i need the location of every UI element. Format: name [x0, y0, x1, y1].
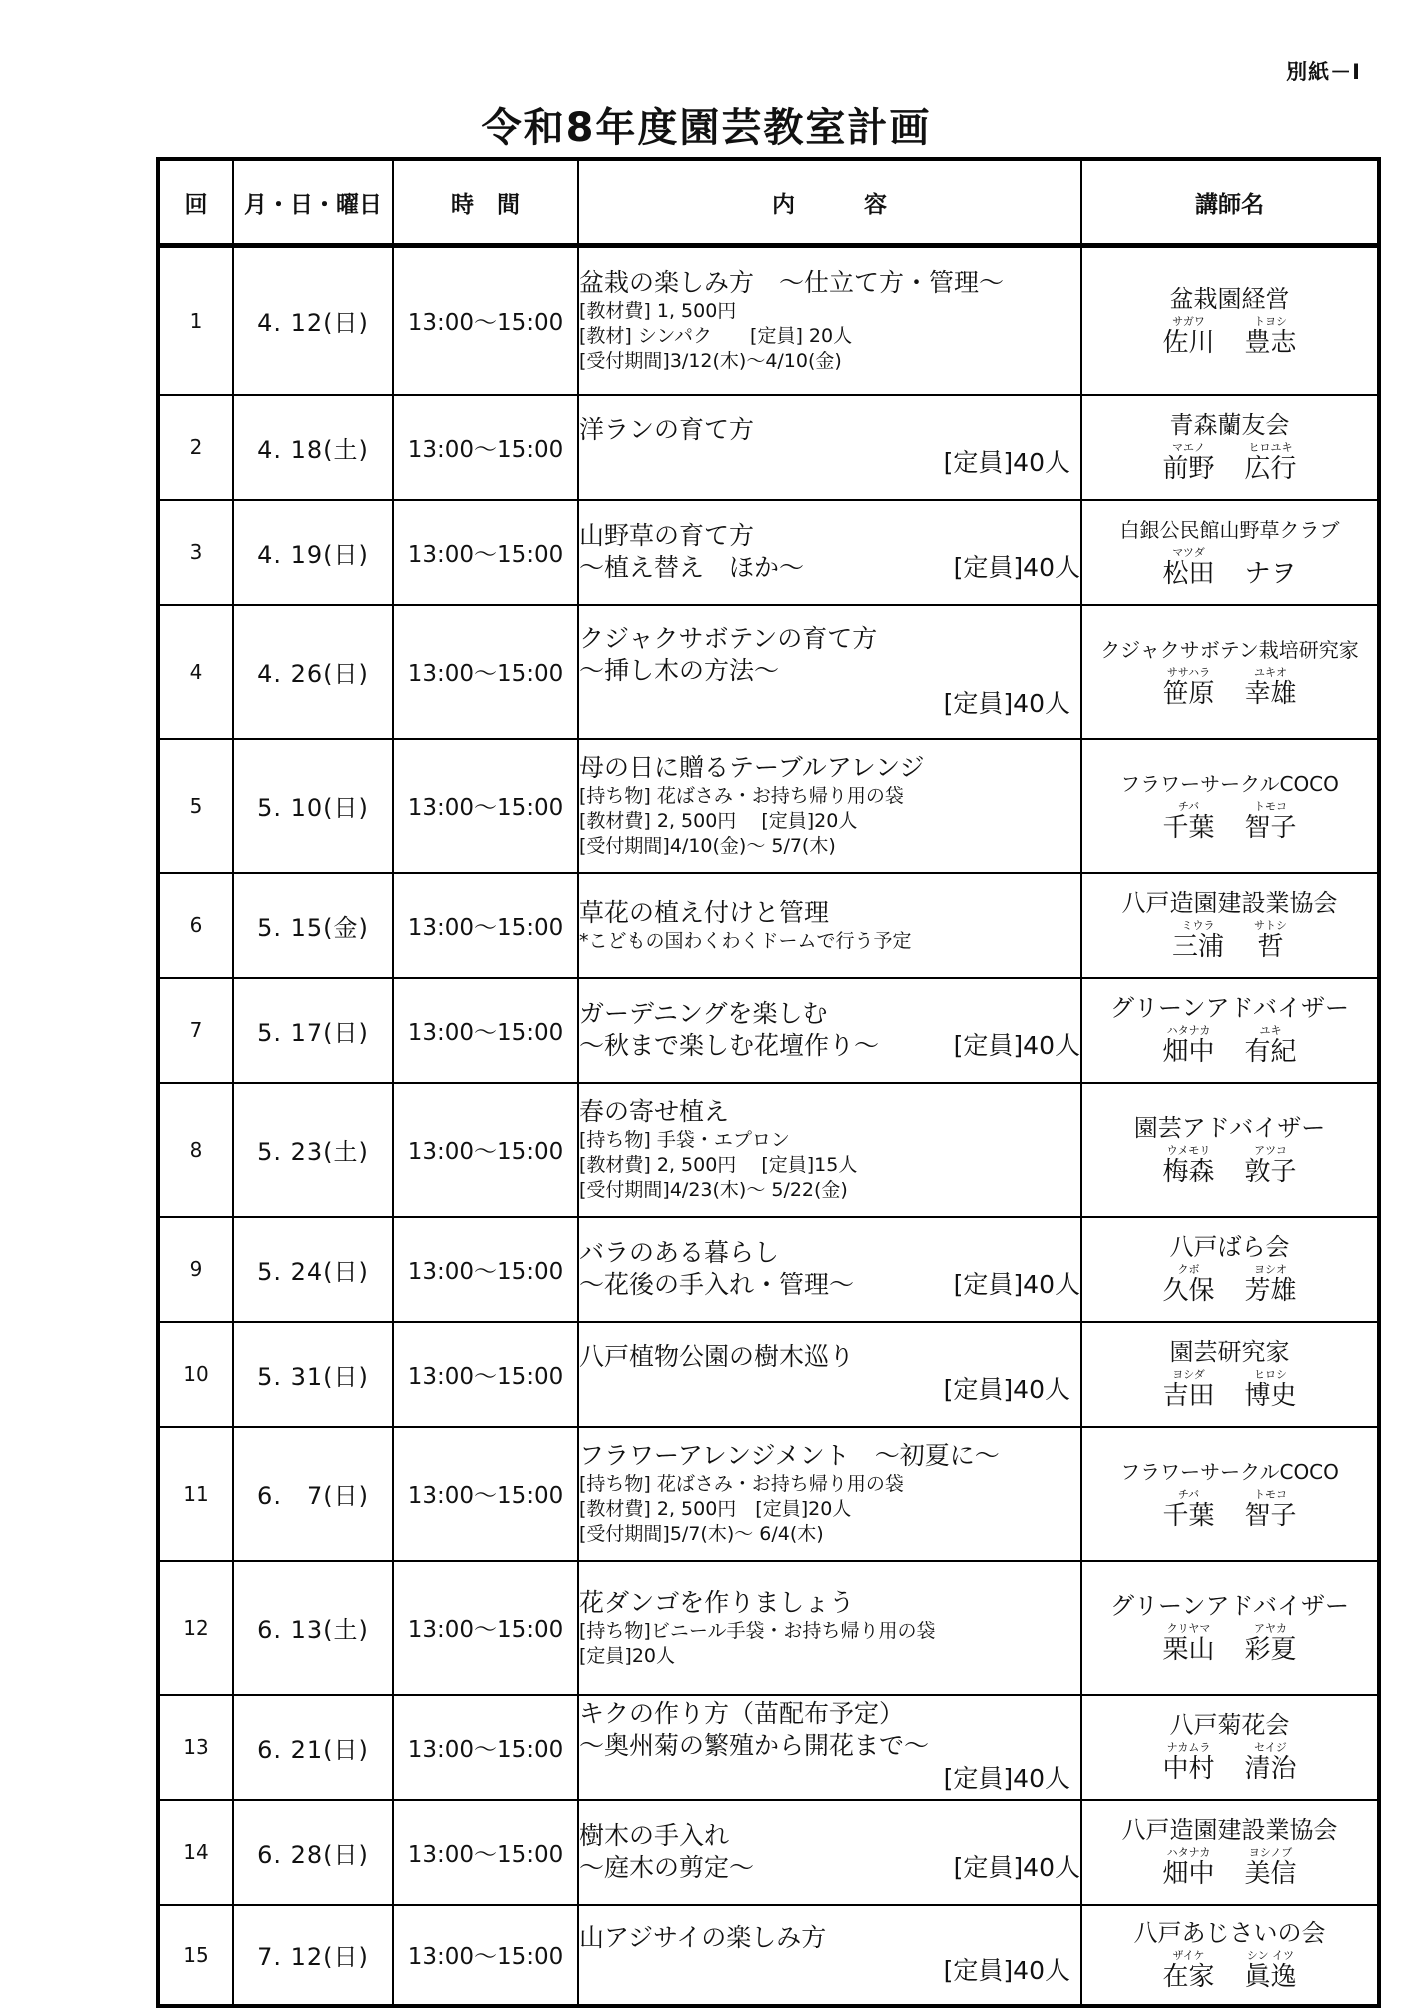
session-time: 13:00～15:00	[393, 1322, 578, 1427]
course-title: 花ダンゴを作りましょう	[579, 1587, 855, 1617]
instructor-organization: フラワーサークルCOCO	[1120, 1459, 1339, 1484]
capacity: [定員]40人	[943, 1764, 1070, 1793]
given-name: 博史	[1244, 1381, 1297, 1411]
schedule-table	[156, 157, 1381, 2008]
instructor-organization: 八戸造園建設業協会	[1121, 1816, 1338, 1844]
family-name: 畑中	[1162, 1037, 1215, 1067]
capacity: [定員]40人	[943, 1375, 1070, 1404]
course-content	[578, 1800, 1081, 1905]
session-date: 4. 19(日)	[233, 500, 393, 605]
course-title: 山アジサイの楽しみ方	[579, 1922, 827, 1952]
family-name: 栗山	[1162, 1634, 1215, 1665]
annex-label: 別紙－Ⅰ	[1286, 60, 1361, 84]
session-number: 13	[158, 1695, 233, 1800]
instructor-name	[1082, 1369, 1377, 1411]
family-name: 佐川	[1162, 327, 1215, 358]
family-name: 久保	[1162, 1276, 1215, 1306]
course-content	[578, 1217, 1081, 1322]
family-name-kana: ハタナカ	[1166, 1024, 1211, 1037]
course-note: [受付期間]4/23(木)～ 5/22(金)	[579, 1179, 848, 1201]
given-name-kana: ユキオ	[1254, 665, 1287, 679]
session-date: 5. 15(金)	[233, 873, 393, 978]
session-date: 6. 13(土)	[233, 1561, 393, 1695]
session-time: 13:00～15:00	[393, 395, 578, 500]
family-name: 前野	[1162, 454, 1215, 484]
session-time: 13:00～15:00	[393, 500, 578, 605]
session-time: 13:00～15:00	[393, 1905, 578, 2006]
given-name: 広行	[1244, 454, 1297, 484]
course-title: クジャクサボテンの育て方	[579, 623, 878, 653]
session-date: 6. 21(日)	[233, 1695, 393, 1800]
instructor-name	[1082, 1489, 1377, 1531]
family-name: 千葉	[1162, 1500, 1215, 1531]
family-name-kana: サガワ	[1172, 314, 1205, 328]
schedule-body	[158, 246, 1379, 2006]
instructor-organization: グリーンアドバイザー	[1109, 994, 1350, 1022]
instructor	[1081, 1322, 1379, 1427]
instructor-organization: 八戸ばら会	[1169, 1233, 1290, 1261]
given-name-kana: ヒロシ	[1254, 1368, 1287, 1381]
course-content	[578, 1695, 1081, 1800]
session-number: 12	[158, 1561, 233, 1695]
session-date: 5. 10(日)	[233, 739, 393, 873]
session-time: 13:00～15:00	[393, 739, 578, 873]
instructor-name	[1082, 1623, 1377, 1665]
course-title: 樹木の手入れ	[579, 1821, 730, 1850]
session-time: 13:00～15:00	[393, 978, 578, 1083]
course-subtitle-text: ～植え替え ほか～	[579, 553, 805, 582]
course-content	[578, 1322, 1081, 1427]
session-time: 13:00～15:00	[393, 246, 578, 395]
header-content: 内 容	[578, 159, 1081, 246]
instructor-name	[1082, 1145, 1377, 1187]
course-content	[578, 395, 1081, 500]
session-time: 13:00～15:00	[393, 1695, 578, 1800]
family-name: 松田	[1162, 559, 1215, 589]
given-name: 彩夏	[1244, 1634, 1297, 1665]
capacity: [定員]40人	[953, 1031, 1080, 1060]
course-title: キクの作り方（苗配布予定）	[579, 1699, 905, 1728]
session-number: 8	[158, 1083, 233, 1217]
instructor-organization: 八戸造園建設業協会	[1121, 889, 1338, 917]
instructor-organization: 園芸アドバイザー	[1133, 1113, 1326, 1142]
header-no: 回	[158, 159, 233, 246]
course-subtitle-text: ～挿し木の方法～	[579, 655, 780, 685]
given-name: 幸雄	[1244, 678, 1297, 709]
family-name-kana: ウメモリ	[1166, 1143, 1211, 1157]
session-time: 13:00～15:00	[393, 873, 578, 978]
family-name-kana: チバ	[1177, 1487, 1200, 1501]
course-subtitle	[579, 655, 1080, 687]
course-note: [受付期間]4/10(金)～ 5/7(木)	[579, 835, 836, 857]
given-name: 敦子	[1244, 1156, 1297, 1187]
session-time: 13:00～15:00	[393, 1427, 578, 1561]
course-note: [持ち物]ビニール手袋・お持ち帰り用の袋	[579, 1619, 936, 1642]
family-name-kana: マツダ	[1172, 546, 1205, 559]
course-title: 洋ランの育て方	[579, 415, 755, 444]
instructor-organization: 八戸あじさいの会	[1133, 1918, 1326, 1947]
course-content	[578, 1427, 1081, 1561]
session-number: 7	[158, 978, 233, 1083]
given-name: 豊志	[1244, 327, 1297, 358]
given-name-kana: トモコ	[1254, 799, 1287, 813]
course-title: 草花の植え付けと管理	[579, 897, 830, 927]
instructor	[1081, 1905, 1379, 2006]
course-subtitle-text: ～花後の手入れ・管理～	[579, 1270, 855, 1299]
instructor-name	[1082, 801, 1377, 843]
given-name-kana: ヒロユキ	[1248, 441, 1293, 454]
course-content	[578, 1083, 1081, 1217]
given-name-kana: セイジ	[1254, 1741, 1287, 1754]
table-row	[158, 246, 1379, 395]
course-title: バラのある暮らし	[579, 1238, 780, 1267]
family-name: 三浦	[1171, 932, 1224, 962]
instructor	[1081, 1800, 1379, 1905]
course-note: [教材] シンパク [定員] 20人	[579, 325, 853, 348]
course-note: [教材費] 2, 500円 [定員]15人	[579, 1154, 858, 1176]
family-name: 中村	[1162, 1754, 1215, 1784]
table-row	[158, 873, 1379, 978]
given-name-kana: トヨシ	[1254, 314, 1287, 328]
given-name: 美信	[1244, 1859, 1297, 1889]
family-name-kana: ミウラ	[1181, 919, 1215, 932]
table-row	[158, 1322, 1379, 1427]
session-number: 14	[158, 1800, 233, 1905]
family-name-kana: ササハラ	[1166, 665, 1211, 679]
instructor	[1081, 500, 1379, 605]
course-note: [持ち物] 花ばさみ・お持ち帰り用の袋	[579, 785, 904, 807]
course-note: [持ち物] 花ばさみ・お持ち帰り用の袋	[579, 1473, 904, 1495]
family-name: 笹原	[1162, 678, 1215, 709]
course-title: 春の寄せ植え	[579, 1097, 730, 1126]
instructor-organization: 盆栽園経営	[1169, 284, 1290, 313]
given-name-kana: アヤカ	[1254, 1621, 1287, 1635]
given-name-kana: アツコ	[1254, 1143, 1287, 1157]
session-date: 5. 31(日)	[233, 1322, 393, 1427]
session-number: 3	[158, 500, 233, 605]
session-number: 5	[158, 739, 233, 873]
course-title: ガーデニングを楽しむ	[579, 999, 828, 1028]
header-row	[158, 159, 1379, 246]
session-date: 4. 18(土)	[233, 395, 393, 500]
course-subtitle-text: ～秋まで楽しむ花壇作り～	[579, 1031, 880, 1060]
instructor-organization: クジャクサボテン栽培研究家	[1100, 637, 1359, 662]
given-name-kana: サトシ	[1254, 919, 1287, 932]
course-subtitle-text: ～奥州菊の繁殖から開花まで～	[579, 1731, 930, 1760]
instructor-name	[1082, 1950, 1377, 1992]
instructor-organization: グリーンアドバイザー	[1109, 1591, 1350, 1620]
capacity: [定員]40人	[943, 1955, 1070, 1985]
table-row	[158, 1695, 1379, 1800]
given-name: ナヲ	[1244, 559, 1297, 589]
course-subtitle-text: ～庭木の剪定～	[579, 1853, 755, 1882]
capacity: [定員]40人	[943, 688, 1070, 718]
course-content	[578, 1561, 1081, 1695]
instructor	[1081, 978, 1379, 1083]
instructor	[1081, 605, 1379, 739]
course-content	[578, 246, 1081, 395]
session-date: 4. 26(日)	[233, 605, 393, 739]
session-date: 4. 12(日)	[233, 246, 393, 395]
session-date: 5. 17(日)	[233, 978, 393, 1083]
table-row	[158, 1800, 1379, 1905]
given-name-kana: ヨシオ	[1254, 1263, 1287, 1276]
session-number: 15	[158, 1905, 233, 2006]
course-note: [受付期間]3/12(木)～4/10(金)	[579, 350, 842, 373]
course-note: [定員]20人	[579, 1644, 676, 1667]
course-title: 八戸植物公園の樹木巡り	[579, 1342, 855, 1371]
family-name: 千葉	[1162, 812, 1215, 843]
course-title: 母の日に贈るテーブルアレンジ	[579, 753, 925, 782]
course-content	[578, 605, 1081, 739]
session-number: 2	[158, 395, 233, 500]
instructor	[1081, 1561, 1379, 1695]
family-name-kana: ヨシダ	[1172, 1368, 1205, 1381]
session-time: 13:00～15:00	[393, 1561, 578, 1695]
given-name: 芳雄	[1244, 1276, 1297, 1306]
course-title: 山野草の育て方	[579, 521, 755, 550]
table-row	[158, 978, 1379, 1083]
course-content	[578, 739, 1081, 873]
instructor-name	[1082, 1847, 1377, 1889]
session-time: 13:00～15:00	[393, 1800, 578, 1905]
table-row	[158, 500, 1379, 605]
session-number: 1	[158, 246, 233, 395]
instructor	[1081, 246, 1379, 395]
instructor	[1081, 739, 1379, 873]
family-name: 在家	[1162, 1961, 1215, 1992]
capacity: [定員]40人	[943, 448, 1070, 477]
family-name: 吉田	[1162, 1381, 1215, 1411]
instructor	[1081, 1695, 1379, 1800]
session-date: 5. 24(日)	[233, 1217, 393, 1322]
session-number: 11	[158, 1427, 233, 1561]
session-number: 9	[158, 1217, 233, 1322]
table-row	[158, 1427, 1379, 1561]
given-name: 智子	[1244, 812, 1297, 843]
capacity: [定員]40人	[953, 1853, 1080, 1882]
given-name: 清治	[1244, 1754, 1297, 1784]
instructor-organization: 園芸研究家	[1169, 1338, 1290, 1366]
course-title: 盆栽の楽しみ方 ～仕立て方・管理～	[579, 268, 1005, 298]
session-date: 6. 28(日)	[233, 1800, 393, 1905]
table-row	[158, 739, 1379, 873]
course-note: [受付期間]5/7(木)～ 6/4(木)	[579, 1523, 824, 1545]
header-time: 時 間	[393, 159, 578, 246]
course-subtitle	[579, 552, 1080, 584]
header-instructor: 講師名	[1081, 159, 1379, 246]
given-name: 有紀	[1244, 1037, 1297, 1067]
course-subtitle	[579, 1730, 1080, 1762]
family-name: 梅森	[1162, 1156, 1215, 1187]
family-name-kana: マエノ	[1171, 441, 1205, 454]
course-note: [教材費] 1, 500円	[579, 300, 737, 323]
page-title: 令和8年度園芸教室計画	[481, 105, 932, 151]
family-name-kana: ハタナカ	[1166, 1846, 1211, 1859]
family-name-kana: ナカムラ	[1166, 1741, 1211, 1754]
instructor-organization: 白銀公民館山野草クラブ	[1119, 518, 1340, 542]
header-date: 月・日・曜日	[233, 159, 393, 246]
table-row	[158, 395, 1379, 500]
instructor-organization: 八戸菊花会	[1169, 1711, 1290, 1739]
course-note: [教材費] 2, 500円 [定員]20人	[579, 810, 858, 832]
course-title: フラワーアレンジメント ～初夏に～	[579, 1441, 1000, 1470]
family-name-kana: チバ	[1177, 799, 1200, 813]
course-note: *こどもの国わくわくドームで行う予定	[579, 929, 912, 952]
given-name: 哲	[1257, 932, 1284, 962]
given-name: 智子	[1244, 1500, 1297, 1531]
given-name-kana: ヨシノブ	[1248, 1846, 1293, 1859]
family-name-kana: クリヤマ	[1166, 1621, 1211, 1635]
instructor-name	[1082, 316, 1377, 358]
session-time: 13:00～15:00	[393, 605, 578, 739]
instructor	[1081, 395, 1379, 500]
session-date: 6. 7(日)	[233, 1427, 393, 1561]
instructor-organization: フラワーサークルCOCO	[1120, 771, 1339, 796]
course-subtitle	[579, 1269, 1080, 1301]
session-number: 10	[158, 1322, 233, 1427]
instructor	[1081, 1427, 1379, 1561]
instructor	[1081, 1083, 1379, 1217]
session-date: 5. 23(土)	[233, 1083, 393, 1217]
given-name-kana: シン イツ	[1246, 1948, 1295, 1962]
course-content	[578, 500, 1081, 605]
session-number: 6	[158, 873, 233, 978]
course-note: [持ち物] 手袋・エプロン	[579, 1129, 790, 1151]
session-date: 7. 12(日)	[233, 1905, 393, 2006]
table-row	[158, 1083, 1379, 1217]
instructor	[1081, 873, 1379, 978]
given-name-kana: トモコ	[1254, 1487, 1287, 1501]
instructor-name	[1082, 1264, 1377, 1306]
instructor-name	[1082, 547, 1377, 589]
given-name-kana: ユキ	[1259, 1024, 1282, 1037]
capacity: [定員]40人	[953, 1270, 1080, 1299]
family-name-kana: クボ	[1177, 1263, 1200, 1276]
instructor-name	[1082, 1025, 1377, 1067]
session-time: 13:00～15:00	[393, 1217, 578, 1322]
family-name: 畑中	[1162, 1859, 1215, 1889]
course-note: [教材費] 2, 500円 [定員]20人	[579, 1498, 852, 1520]
instructor-name	[1082, 1742, 1377, 1784]
family-name-kana: ザイケ	[1172, 1948, 1205, 1962]
given-name: 眞逸	[1244, 1961, 1297, 1992]
table-row	[158, 1217, 1379, 1322]
table-row	[158, 605, 1379, 739]
course-content	[578, 978, 1081, 1083]
instructor-name	[1082, 920, 1377, 962]
session-number: 4	[158, 605, 233, 739]
instructor	[1081, 1217, 1379, 1322]
session-time: 13:00～15:00	[393, 1083, 578, 1217]
table-row	[158, 1905, 1379, 2006]
course-content	[578, 1905, 1081, 2006]
capacity: [定員]40人	[953, 553, 1080, 582]
course-subtitle	[579, 1030, 1080, 1062]
course-content	[578, 873, 1081, 978]
given-name-kana	[1269, 547, 1273, 559]
instructor-name	[1082, 667, 1377, 709]
instructor-name	[1082, 442, 1377, 484]
instructor-organization: 青森蘭友会	[1169, 411, 1290, 439]
course-subtitle	[579, 1852, 1080, 1884]
table-row	[158, 1561, 1379, 1695]
